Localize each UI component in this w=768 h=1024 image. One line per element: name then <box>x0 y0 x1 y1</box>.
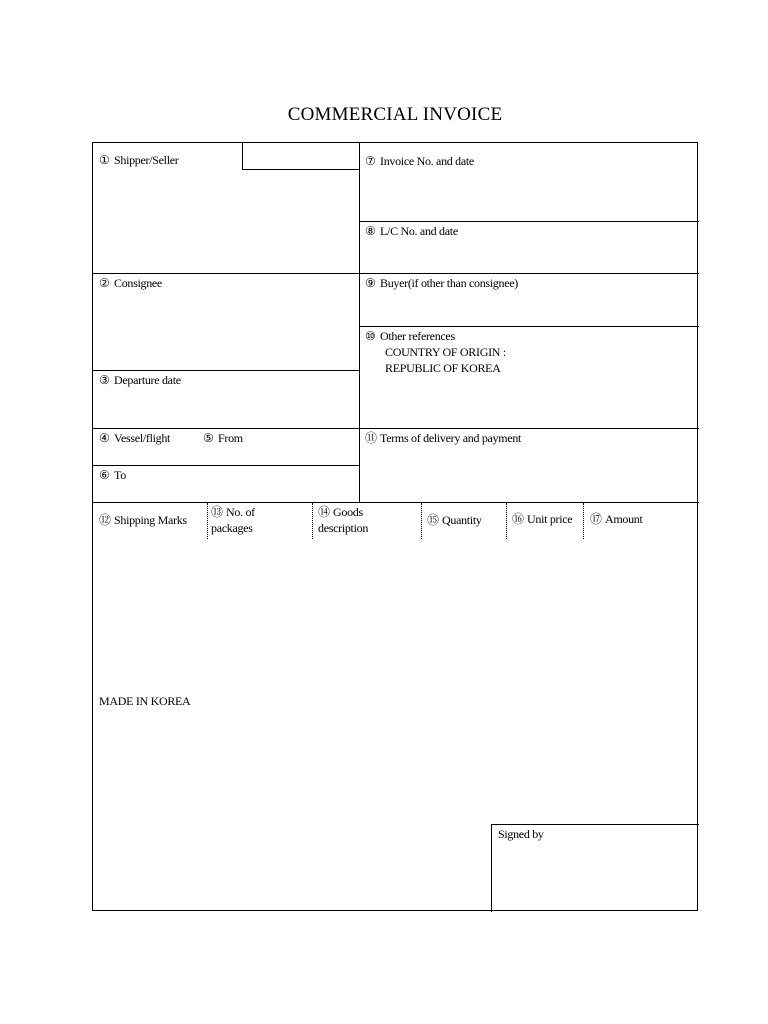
other-references-label: ⑩ Other references <box>365 329 455 343</box>
from-label: ⑤ From <box>203 431 243 445</box>
shipper-label: ① Shipper/Seller <box>99 153 179 167</box>
republic-of-korea-text: REPUBLIC OF KOREA <box>385 361 501 375</box>
signed-by-label: Signed by <box>498 827 544 841</box>
divider <box>359 221 699 222</box>
buyer-label: ⑨ Buyer(if other than consignee) <box>365 276 518 290</box>
divider <box>93 428 699 429</box>
consignee-label: ② Consignee <box>99 276 162 290</box>
column-divider <box>583 503 584 539</box>
column-divider <box>506 503 507 539</box>
divider <box>242 143 243 170</box>
divider <box>359 273 699 274</box>
country-of-origin-text: COUNTRY OF ORIGIN : <box>385 345 506 359</box>
lc-label: ⑧ L/C No. and date <box>365 224 458 238</box>
divider <box>93 502 699 503</box>
divider <box>359 143 360 502</box>
column-divider <box>207 503 208 539</box>
invoice-label: ⑦ Invoice No. and date <box>365 154 474 168</box>
shipping-marks-header: ⑫ Shipping Marks <box>99 513 187 527</box>
divider <box>93 465 359 466</box>
document-title: COMMERCIAL INVOICE <box>287 104 503 125</box>
divider <box>242 169 360 170</box>
divider <box>93 370 359 371</box>
invoice-form <box>92 142 698 911</box>
divider <box>93 273 359 274</box>
unit-price-header: ⑯ Unit price <box>512 512 573 526</box>
departure-date-label: ③ Departure date <box>99 373 181 387</box>
to-label: ⑥ To <box>99 468 126 482</box>
quantity-header: ⑮ Quantity <box>427 513 482 527</box>
divider <box>359 326 699 327</box>
column-divider <box>421 503 422 539</box>
made-in-korea-text: MADE IN KOREA <box>99 694 191 708</box>
amount-header: ⑰ Amount <box>590 512 643 526</box>
goods-description-header: ⑭ Goods description <box>318 505 369 535</box>
vessel-flight-label: ④ Vessel/flight <box>99 431 171 445</box>
packages-header: ⑬ No. of packages <box>211 505 255 535</box>
divider <box>491 824 699 825</box>
column-divider <box>312 503 313 539</box>
divider <box>491 824 492 912</box>
terms-label: ⑪ Terms of delivery and payment <box>365 431 522 445</box>
